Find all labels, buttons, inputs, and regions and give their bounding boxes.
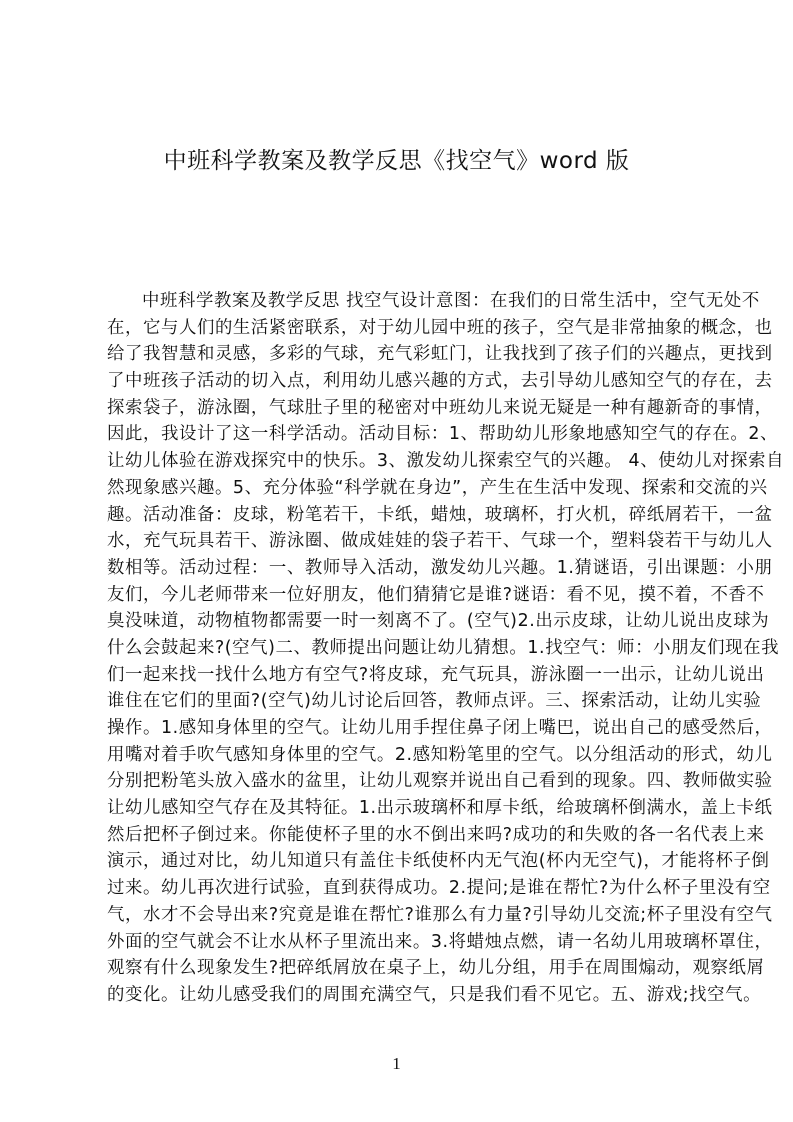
paragraph-line: 观察有什么现象发生?把碎纸屑放在桌子上，幼儿分组，用手在周围煽动，观察纸屑 [107,958,765,979]
page-number: 1 [392,1054,401,1073]
paragraph-line: 谁住在它们的里面?(空气)幼儿讨论后回答，教师点评。三、探索活动，让幼儿实验 [107,691,762,712]
paragraph-line: 操作。1.感知身体里的空气。让幼儿用手捏住鼻子闭上嘴巴，说出自己的感受然后， [107,718,773,738]
paragraph-line: 了中班孩子活动的切入点，利用幼儿感兴趣的方式，去引导幼儿感知空气的存在，去 [107,371,773,392]
paragraph-line: 过来。幼儿再次进行试验，直到获得成功。2.提问;是谁在帮忙?为什么杯子里没有空 [107,878,771,899]
paragraph-line: 们一起来找一找什么地方有空气?将皮球，充气玩具，游泳圈一一出示，让幼儿说出 [107,664,765,685]
document-title: 中班科学教案及教学反思《找空气》word 版 [163,148,630,174]
paragraph-line: 中班科学教案及教学反思 找空气设计意图：在我们的日常生活中，空气无处不 [142,291,760,311]
paragraph-line: 在，它与人们的生活紧密联系，对于幼儿园中班的孩子，空气是非常抽象的概念，也 [107,317,773,338]
paragraph-line: 分别把粉笔头放入盛水的盆里，让幼儿观察并说出自己看到的现象。四、教师做实验 [107,771,773,792]
document-body [107,288,793,1009]
paragraph-line: 外面的空气就会不让水从杯子里流出来。3.将蜡烛点燃，请一名幼儿用玻璃杯罩住， [107,931,773,952]
paragraph-line: 因此，我设计了这一科学活动。活动目标：1、帮助幼儿形象地感知空气的存在。2、 [107,424,778,445]
paragraph-line: 用嘴对着手吹气感知身体里的空气。2.感知粉笔里的空气。以分组活动的形式，幼儿 [107,744,773,765]
paragraph-line: 探索袋子，游泳圈，气球肚子里的秘密对中班幼儿来说无疑是一种有趣新奇的事情， [107,397,773,418]
paragraph-line: 然现象感兴趣。5、充分体验“科学就在身边”，产生在生活中发现、探索和交流的兴 [107,477,768,498]
paragraph-line: 的变化。让幼儿感受我们的周围充满空气，只是我们看不见它。五、游戏;找空气。 [107,984,762,1005]
paragraph-line: 数相等。活动过程：一、教师导入活动，激发幼儿兴趣。1.猜谜语，引出课题：小朋 [107,557,773,578]
paragraph-line: 让幼儿感知空气存在及其特征。1.出示玻璃杯和厚卡纸，给玻璃杯倒满水，盖上卡纸 [107,798,773,819]
paragraph-line: 让幼儿体验在游戏探究中的快乐。3、激发幼儿探索空气的兴趣。 4、使幼儿对探索自 [107,451,785,472]
paragraph-line: 友们，今儿老师带来一位好朋友，他们猜猜它是谁?谜语：看不见，摸不着，不香不 [107,584,765,605]
paragraph-line: 气，水才不会导出来?究竟是谁在帮忙?谁那么有力量?引导幼儿交流;杯子里没有空气 [107,904,773,925]
paragraph-line: 趣。活动准备：皮球，粉笔若干，卡纸，蜡烛，玻璃杯，打火机，碎纸屑若干，一盆 [107,504,773,525]
paragraph-line: 然后把杯子倒过来。你能使杯子里的水不倒出来吗?成功的和失败的各一名代表上来 [107,824,765,845]
paragraph-line: 水，充气玩具若干、游泳圈、做成娃娃的袋子若干、气球一个，塑料袋若干与幼儿人 [107,531,773,552]
paragraph-line: 给了我智慧和灵感，多彩的气球，充气彩虹门，让我找到了孩子们的兴趣点，更找到 [107,344,773,365]
paragraph-line: 什么会鼓起来?(空气)二、教师提出问题让幼儿猜想。1.找空气：师：小朋友们现在我 [107,637,780,658]
paragraph-line: 臭没味道，动物植物都需要一时一刻离不了。(空气)2.出示皮球，让幼儿说出皮球为 [107,611,770,632]
paragraph-line: 演示，通过对比，幼儿知道只有盖住卡纸使杯内无气泡(杯内无空气)，才能将杯子倒 [107,851,770,872]
